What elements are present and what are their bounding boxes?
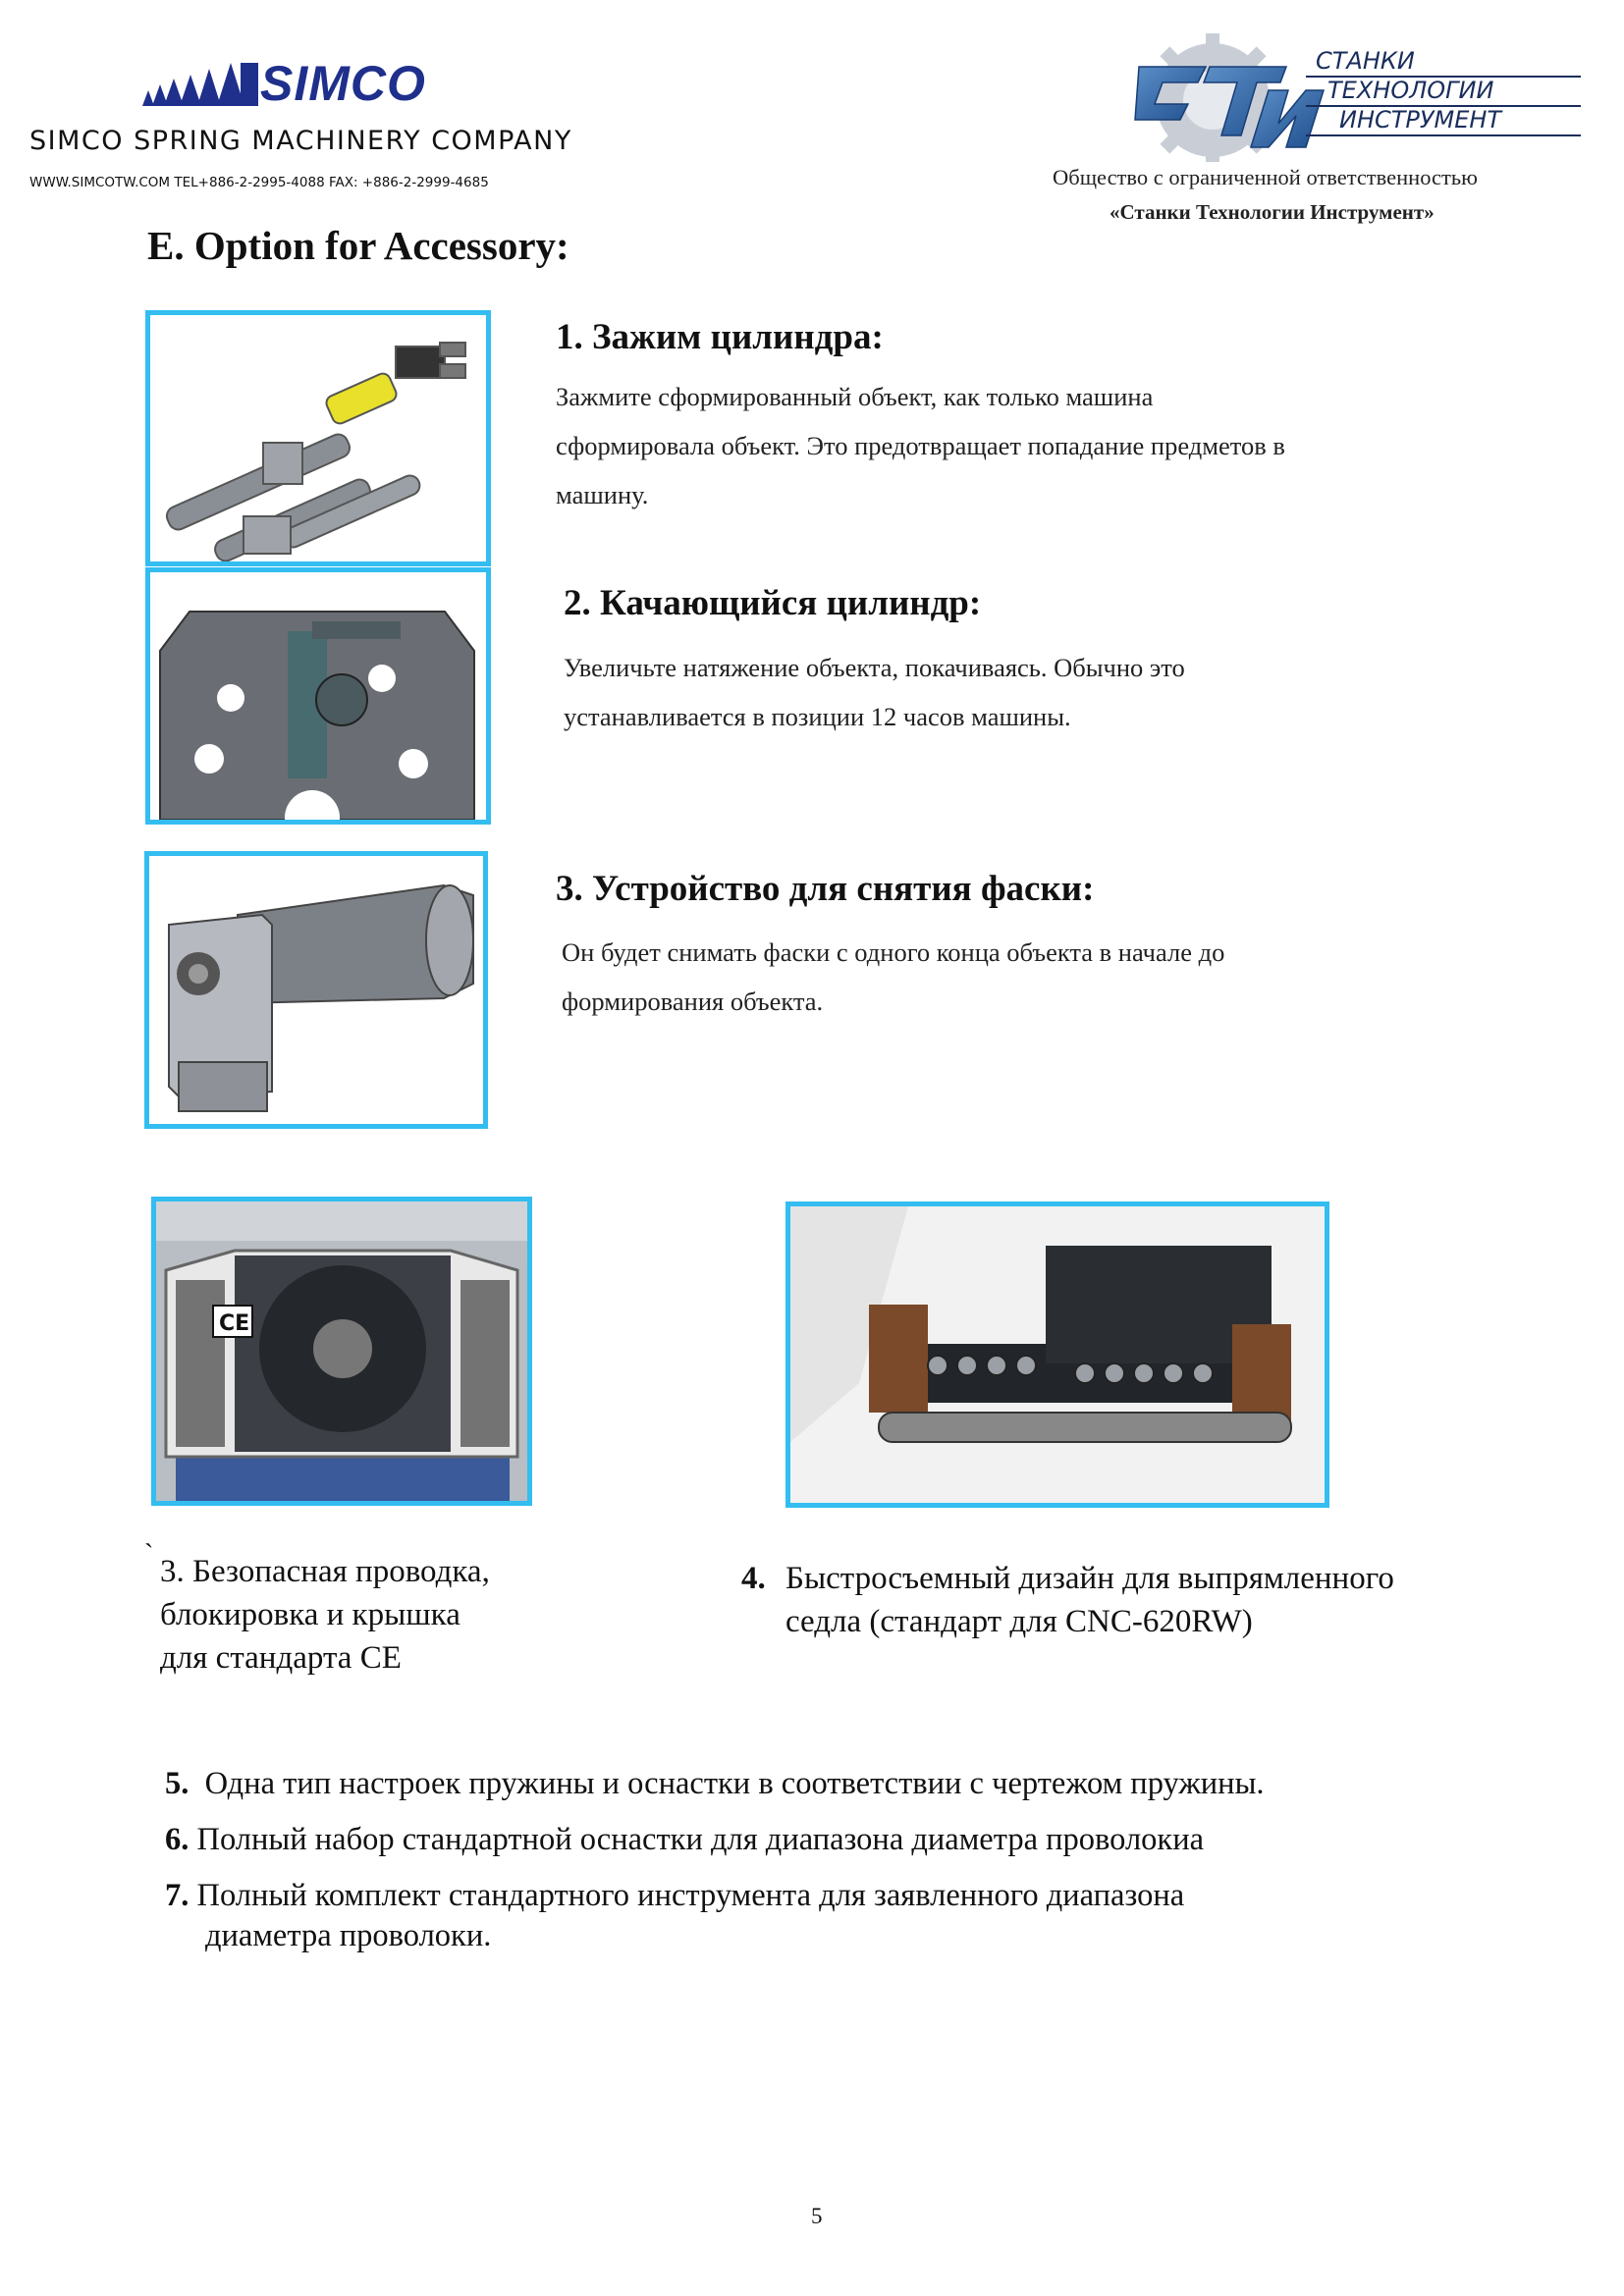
company-name: SIMCO SPRING MACHINERY COMPANY — [29, 126, 572, 156]
list-item-7-continuation: диаметра проволоки. — [205, 1918, 492, 1953]
photo-straightener-saddle — [785, 1201, 1329, 1508]
photo-chamfer-device — [144, 851, 488, 1129]
list-number: 7. — [165, 1878, 189, 1913]
photo-ce-safety-cover — [151, 1197, 532, 1506]
item-3-description — [562, 928, 1224, 1026]
svg-text:CE: CE — [219, 1311, 250, 1336]
caption-mark: ` — [144, 1539, 154, 1570]
item-3-line: Он будет снимать фаски с одного конца объекта в начале до — [562, 937, 1225, 967]
caption-line: для стандарта CE — [160, 1640, 402, 1676]
item-3-line: формирования объекта. — [562, 987, 824, 1016]
item-1-line: машину. — [556, 480, 649, 509]
photo-swing-cylinder — [145, 567, 491, 825]
item-3-title: 3. Устройство для снятия фаски: — [556, 869, 1095, 909]
item-1-line: Зажмите сформированный объект, как только машина — [556, 382, 1154, 411]
partner-org-line: Общество с ограниченной ответственностью — [1053, 165, 1478, 189]
sti-logo — [1119, 29, 1591, 162]
section-title: E. Option for Accessory: — [147, 223, 569, 268]
caption-line: Быстросъемный дизайн для выпрямленного — [785, 1561, 1394, 1596]
list-number: 6. — [165, 1822, 189, 1857]
item-1-description — [556, 372, 1285, 519]
item-1-title: 1. Зажим цилиндра: — [556, 317, 884, 357]
simco-logo — [142, 56, 466, 111]
item-2-line: Увеличьте натяжение объекта, покачиваясь. Обычно это — [564, 653, 1185, 682]
sti-logo-line-1: СТАНКИ — [1316, 47, 1415, 75]
photo-cylinder-clamp — [145, 310, 491, 566]
list-item-7 — [165, 1874, 1184, 1917]
list-number: 5. — [165, 1766, 189, 1801]
caption-line: 3. Безопасная проводка, — [160, 1554, 490, 1589]
simco-waves-icon — [142, 63, 258, 106]
item-2-line: устанавливается в позиции 12 часов машины. — [564, 702, 1071, 731]
list-item-6 — [165, 1818, 1204, 1861]
page-number: 5 — [811, 2204, 823, 2228]
caption-saddle — [741, 1557, 766, 1600]
company-contacts: WWW.SIMCOTW.COM TEL+886-2-2995-4088 FAX: +886-2-2999-4685 — [29, 175, 489, 190]
caption-line: седла (стандарт для CNC-620RW) — [785, 1604, 1253, 1639]
caption-saddle-text — [785, 1557, 1394, 1643]
sti-logo-line-2: ТЕХНОЛОГИИ — [1327, 77, 1494, 104]
partner-name-line: «Станки Технологии Инструмент» — [1110, 200, 1435, 224]
list-text: Полный комплект стандартного инструмента для заявленного диапазона — [189, 1878, 1185, 1913]
list-item-5 — [165, 1762, 1265, 1805]
list-text: Полный набор стандартной оснастки для диапазона диаметра проволокиа — [196, 1822, 1205, 1857]
simco-wordmark: SIMCO — [260, 56, 426, 111]
caption-ce-safety — [160, 1550, 490, 1680]
list-text: Одна тип настроек пружины и оснастки в соответствии с чертежом пружины. — [189, 1766, 1265, 1801]
item-1-line: сформировала объект. Это предотвращает попадание предметов в — [556, 431, 1285, 460]
caption-number: 4. — [741, 1561, 766, 1596]
item-2-title: 2. Качающийся цилиндр: — [564, 583, 982, 623]
caption-line: блокировка и крышка — [160, 1597, 460, 1632]
item-2-description — [564, 643, 1185, 741]
sti-logo-line-3: ИНСТРУМЕНТ — [1339, 106, 1502, 133]
